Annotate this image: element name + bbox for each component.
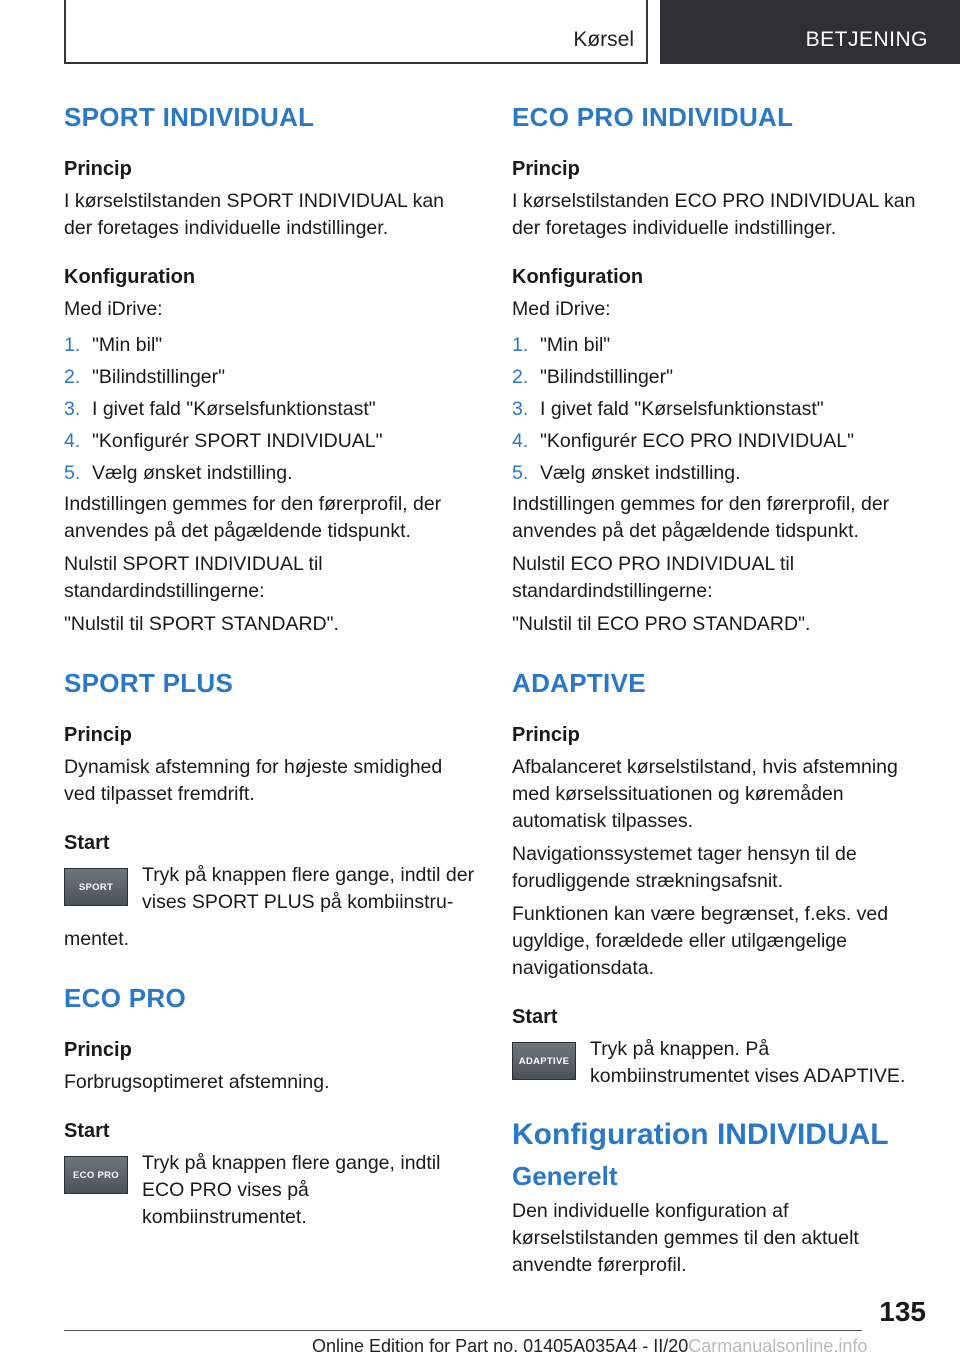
list-item [512,457,924,489]
step-text: I givet fald "Kørselsfunktionstast" [92,398,376,420]
list-item [64,457,476,489]
right-column [512,100,924,1285]
step-text: Vælg ønsket indstilling. [92,462,293,484]
section-title-eco-pro: ECO PRO [64,983,187,1013]
header-section-tab [64,0,648,64]
header-chapter-tab [660,0,960,64]
footer-divider [64,1330,862,1331]
step-text: "Konfigurér SPORT INDIVIDUAL" [92,430,383,452]
paragraph: Funktionen kan være begrænset, f.eks. ved ugyldige, forældede eller utilgængelige navigationsdata. [512,903,889,979]
paragraph: Med iDrive: [512,298,611,320]
sport-button-image: SPORT [64,868,128,906]
step-number: 1. [64,334,81,356]
step-number: 3. [512,398,529,420]
subheading-princip: Princip [512,724,580,746]
paragraph: Navigationssystemet tager hensyn til de forudliggende strækningsafsnit. [512,843,857,892]
instruction-text: Tryk på knappen. På kombiinstrumentet vises ADAPTIVE. [590,1038,906,1087]
paragraph: Den individuelle konfiguration af kørselstilstanden gemmes til den aktuelt anvendte førerprofil. [512,1200,859,1276]
step-number: 5. [512,462,529,484]
steps-list [512,329,924,489]
step-text: I givet fald "Kørselsfunktionstast" [540,398,824,420]
list-item [512,393,924,425]
subheading-konfiguration: Konfiguration [512,266,644,288]
step-text: Vælg ønsket indstilling. [540,462,741,484]
button-instruction [64,1150,476,1231]
step-text: "Min bil" [92,334,163,356]
subheading-start: Start [64,1120,110,1142]
edition-text: Online Edition for Part no. 01405A035A4 - II/20 [312,1336,689,1356]
list-item [64,361,476,393]
paragraph: Indstillingen gemmes for den førerprofil, der anvendes på det pågældende tidspunkt. [512,493,890,542]
paragraph: Forbrugsoptimeret afstemning. [64,1071,330,1093]
subheading-konfiguration: Konfiguration [64,266,196,288]
step-number: 4. [512,430,529,452]
paragraph: "Nulstil til ECO PRO STANDARD". [512,613,811,635]
footer-edition [312,1336,867,1357]
header-chapter-label: BETJENING [805,28,928,51]
paragraph: Indstillingen gemmes for den førerprofil, der anvendes på det pågældende tidspunkt. [64,493,442,542]
instruction-text-tail: mentet. [64,928,130,950]
subheading-princip: Princip [64,724,132,746]
adaptive-button-image: ADAPTIVE [512,1042,576,1080]
paragraph: Nulstil SPORT INDIVIDUAL til standardindstillingerne: [64,553,323,602]
list-item [64,425,476,457]
section-title-sport-individual: SPORT INDIVIDUAL [64,102,315,132]
button-instruction [512,1036,924,1096]
step-number: 1. [512,334,529,356]
section-title-konfiguration-individual: Konfiguration INDIVIDUAL [512,1118,889,1151]
list-item [64,393,476,425]
step-text: "Bilindstillinger" [540,366,674,388]
paragraph: Nulstil ECO PRO INDIVIDUAL til standardindstillingerne: [512,553,795,602]
paragraph: Dynamisk afstemning for højeste smidighed ved tilpasset fremdrift. [64,756,443,805]
step-number: 4. [64,430,81,452]
list-item [512,329,924,361]
paragraph: I kørselstilstanden ECO PRO INDIVIDUAL kan der foretages individuelle indstillinger. [512,190,916,239]
left-column [64,100,476,1237]
step-number: 2. [64,366,81,388]
step-number: 5. [64,462,81,484]
paragraph: Med iDrive: [64,298,163,320]
step-text: "Bilindstillinger" [92,366,226,388]
paragraph: Afbalanceret kørselstilstand, hvis afstemning med kørselssituationen og køremåden automatisk tilpasses. [512,756,898,832]
eco-pro-button-image: ECO PRO [64,1156,128,1194]
list-item [64,329,476,361]
page-number: 135 [879,1296,926,1327]
paragraph: "Nulstil til SPORT STANDARD". [64,613,339,635]
subheading-start: Start [64,832,110,854]
instruction-text: Tryk på knappen flere gange, indtil ECO PRO vises på kombiinstrumentet. [142,1152,441,1228]
steps-list [64,329,476,489]
subheading-start: Start [512,1006,558,1028]
section-title-sport-plus: SPORT PLUS [64,668,234,698]
header-section-label: Kørsel [573,28,634,51]
subheading-princip: Princip [64,158,132,180]
section-title-eco-pro-individual: ECO PRO INDIVIDUAL [512,102,794,132]
subheading-princip: Princip [512,158,580,180]
button-instruction [64,862,476,922]
list-item [512,425,924,457]
watermark-text: Carmanualsonline.info [688,1336,868,1356]
subheading-princip: Princip [64,1039,132,1061]
instruction-text: Tryk på knappen flere gange, indtil der vises SPORT PLUS på kombiinstru- [142,864,475,913]
step-number: 3. [64,398,81,420]
subsection-title-generelt: Generelt [512,1161,618,1191]
step-text: "Min bil" [540,334,611,356]
step-number: 2. [512,366,529,388]
list-item [512,361,924,393]
section-title-adaptive: ADAPTIVE [512,668,646,698]
step-text: "Konfigurér ECO PRO INDIVIDUAL" [540,430,855,452]
paragraph: I kørselstilstanden SPORT INDIVIDUAL kan der foretages individuelle indstillinger. [64,190,445,239]
